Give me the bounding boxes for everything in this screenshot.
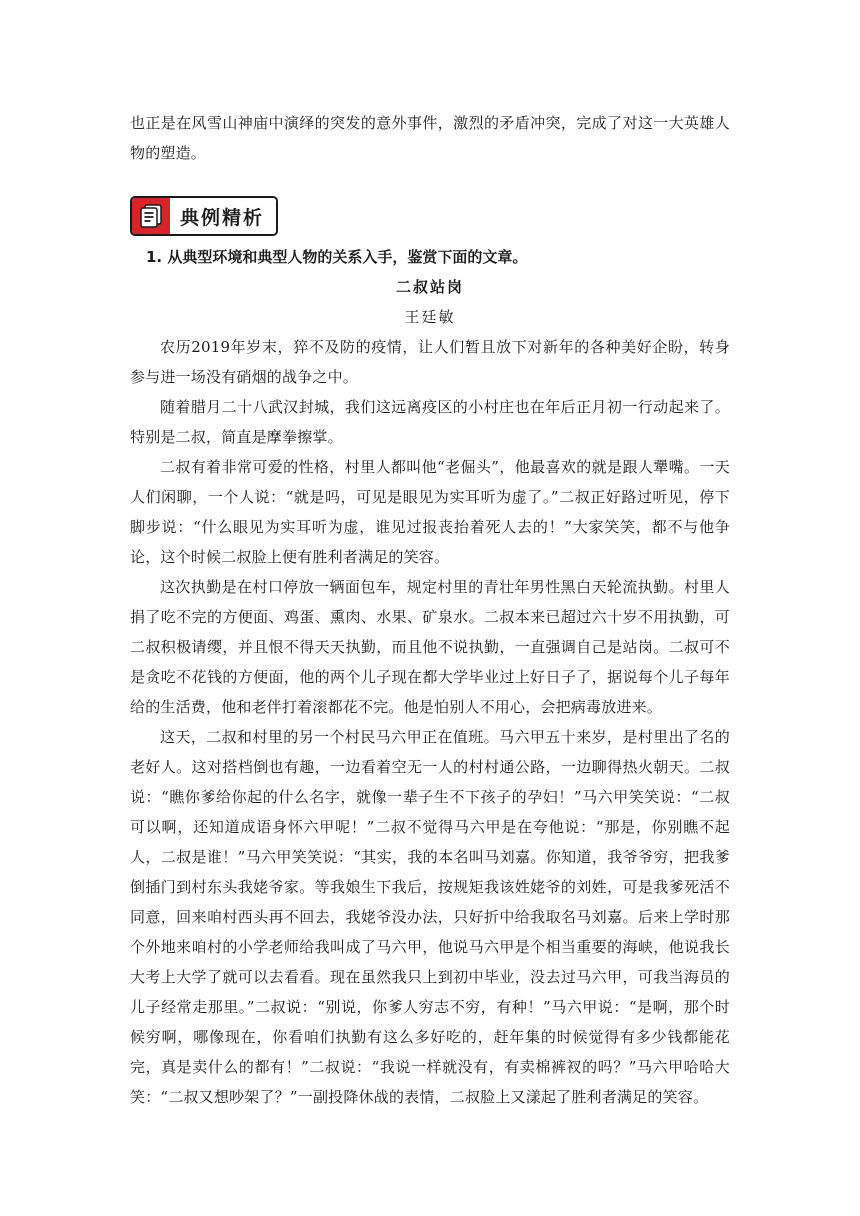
question-prompt: 1. 从典型环境和典型人物的关系入手，鉴赏下面的文章。 [146, 248, 528, 266]
document-stack-icon [132, 198, 170, 234]
article-author: 王廷敏 [404, 308, 456, 326]
article-paragraph: 随着腊月二十八武汉封城，我们这远离疫区的小村庄也在年后正月初一行动起来了。特别是二叔，简直是摩拳擦掌。 [130, 398, 730, 446]
article-paragraph: 二叔有着非常可爱的性格，村里人都叫他“老倔头”，他最喜欢的就是跟人犟嘴。一天人们闲聊，一个人说：“就是吗，可见是眼见为实耳听为虚了。”二叔正好路过听见，停下脚步说：“什么眼见为实耳听为虚，谁见过报丧抬着死人去的！”大家笑笑，都不与他争论，这个时候二叔脸上便有胜利者满足的笑容。 [130, 458, 730, 566]
section-badge [130, 196, 278, 236]
article-paragraph: 这次执勤是在村口停放一辆面包车，规定村里的青壮年男性黑白天轮流执勤。村里人捐了吃不完的方便面、鸡蛋、熏肉、水果、矿泉水。二叔本来已超过六十岁不用执勤，可二叔积极请缨，并且恨不得天天执勤，而且他不说执勤，一直强调自己是站岗。二叔可不是贪吃不花钱的方便面，他的两个儿子现在都大学毕业过上好日子了，据说每个儿子每年给的生活费，他和老伴打着滚都花不完。他是怕别人不用心，会把病毒放进来。 [130, 578, 730, 716]
document-page [130, 108, 730, 1112]
intro-paragraph: 也正是在风雪山神庙中演绎的突发的意外事件，激烈的矛盾冲突，完成了对这一大英雄人物的塑造。 [130, 114, 730, 162]
article-paragraph: 这天，二叔和村里的另一个村民马六甲正在值班。马六甲五十来岁，是村里出了名的老好人。这对搭档倒也有趣，一边看着空无一人的村村通公路，一边聊得热火朝天。二叔说：“瞧你爹给你起的什么名字，就像一辈子生不下孩子的孕妇！”马六甲笑笑说：“二叔可以啊，还知道成语身怀六甲呢！”二叔不觉得马六甲是在夸他说：“那是，你别瞧不起人，二叔是谁！”马六甲笑笑说：“其实，我的本名叫马刘嘉。你知道，我爷爷穷，把我爹倒插门到村东头我姥爷家。等我娘生下我后，按规矩我该姓姥爷的刘姓，可是我爹死活不同意，回来咱村西头再不回去，我姥爷没办法，只好折中给我取名马刘嘉。后来上学时那个外地来咱村的小学老师给我叫成了马六甲，他说马六甲是个相当重要的海峡，他说我长大考上大学了就可以去看看。现在虽然我只上到初中毕业，没去过马六甲，可我当海员的儿子经常走那里。”二叔说：“别说，你爹人穷志不穷，有种！”马六甲说：“是啊，那个时候穷啊，哪像现在，你看咱们执勤有这么多好吃的，赶年集的时候觉得有多少钱都能花完，真是卖什么的都有！”二叔说：“我说一样就没有，有卖棉裤衩的吗？”马六甲哈哈大笑：“二叔又想吵架了？”一副投降休战的表情，二叔脸上又漾起了胜利者满足的笑容。 [130, 728, 730, 1106]
article-paragraph: 农历2019年岁末，猝不及防的疫情，让人们暂且放下对新年的各种美好企盼，转身参与进一场没有硝烟的战争之中。 [130, 338, 730, 386]
article-title: 二叔站岗 [395, 278, 464, 296]
section-label: 典例精析 [170, 198, 276, 234]
